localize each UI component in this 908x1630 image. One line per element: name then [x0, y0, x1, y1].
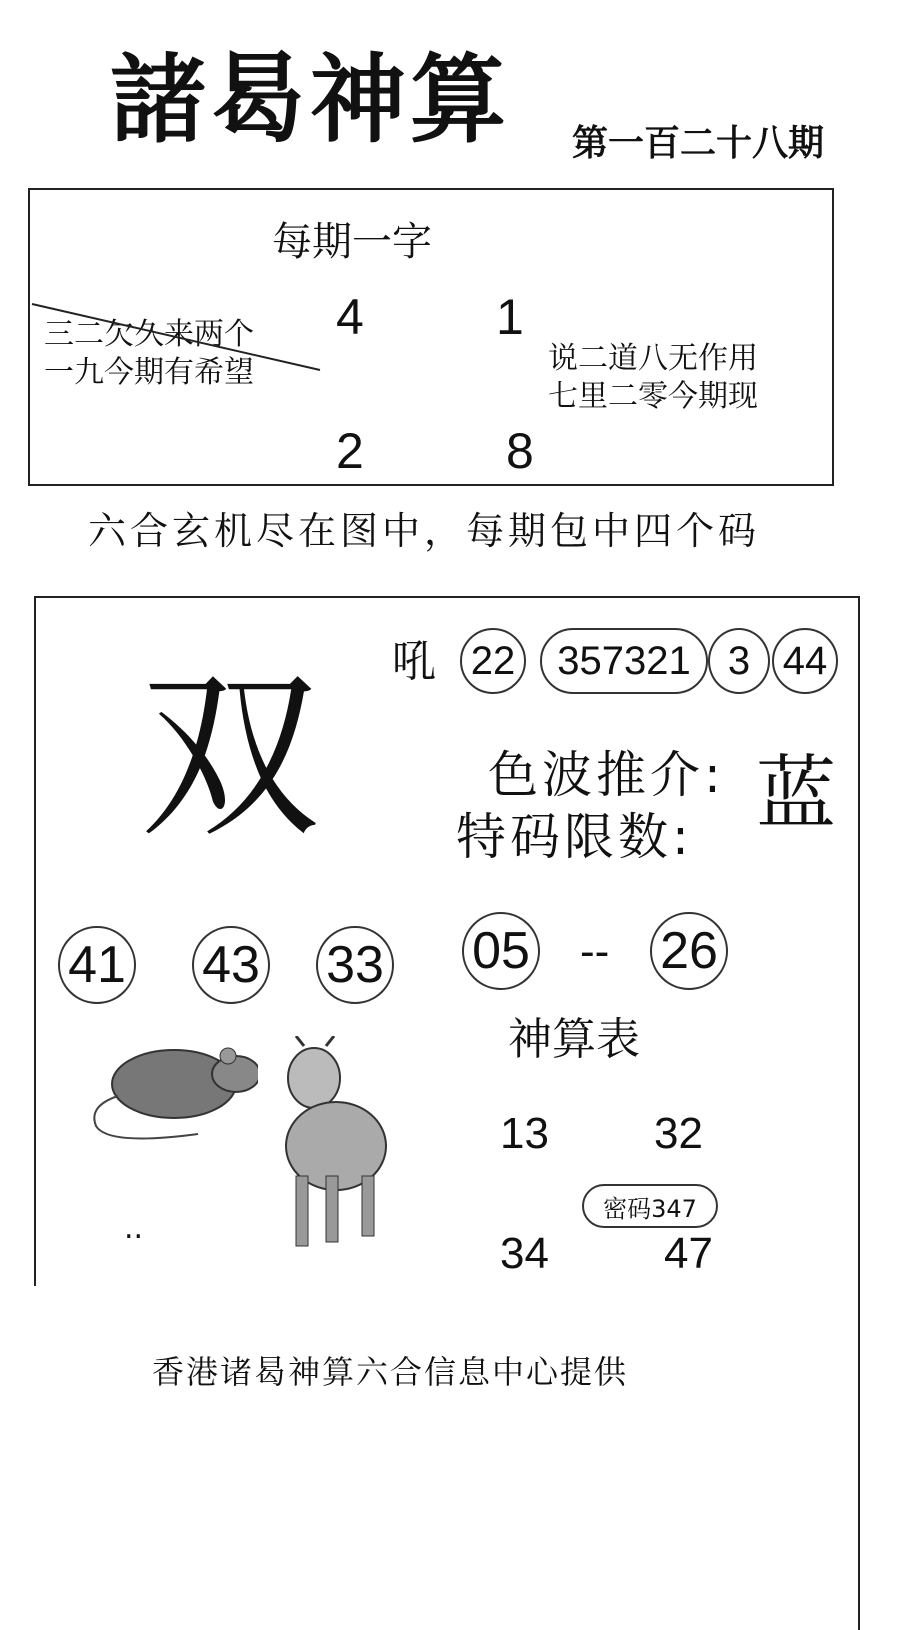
big-character: 双	[140, 653, 321, 862]
table-number: 13	[500, 1109, 549, 1158]
footer-text: 香港诸曷神算六合信息中心提供	[152, 1353, 629, 1391]
special-label: 特码限数:	[456, 808, 693, 866]
main-box-right-border	[858, 596, 860, 1630]
pick-number-ball: 33	[316, 926, 394, 1004]
digit-top-right: 1	[496, 289, 524, 345]
top-number-ball: 44	[772, 628, 838, 694]
special-range-separator: --	[580, 927, 610, 976]
special-range-start: 05	[462, 912, 540, 990]
page-title: 諸曷神算	[110, 44, 510, 156]
top-number-ball: 3	[708, 628, 770, 694]
top-number-ball: 22	[460, 628, 526, 694]
digit-bottom-left: 2	[336, 423, 364, 479]
top-number-group: 357321	[540, 628, 708, 694]
table-number: 47	[664, 1229, 713, 1278]
slogan: 六合玄机尽在图中，每期包中四个码	[88, 509, 761, 553]
table-number: 32	[654, 1109, 703, 1158]
pick-number-ball: 41	[58, 926, 136, 1004]
roar-label: 吼	[392, 636, 436, 687]
main-box-left-border	[34, 596, 36, 1286]
color-label: 色波推介:	[488, 746, 725, 804]
table-title: 神算表	[508, 1014, 640, 1065]
table-number: 34	[500, 1229, 549, 1278]
digit-bottom-right: 8	[506, 423, 534, 479]
special-range-end: 26	[650, 912, 728, 990]
dots: ..	[124, 1211, 144, 1246]
digit-top-left: 4	[336, 289, 364, 345]
left-verse-line-1: 三二欠久来两个	[44, 317, 254, 352]
left-verse-line-2: 一九今期有希望	[44, 355, 254, 390]
secret-code: 密码347	[582, 1184, 718, 1228]
pick-number-ball: 43	[192, 926, 270, 1004]
strike-line	[30, 296, 330, 376]
issue-number: 第一百二十八期	[572, 123, 825, 164]
top-box-title: 每期一字	[272, 219, 432, 265]
right-verse-line-2: 七里二零今期现	[548, 379, 758, 414]
color-value: 蓝	[756, 747, 836, 840]
goat-icon	[266, 1036, 396, 1256]
right-verse-line-1: 说二道八无作用	[548, 341, 758, 376]
rat-icon	[88, 1036, 258, 1156]
main-box-top-border	[34, 596, 860, 598]
